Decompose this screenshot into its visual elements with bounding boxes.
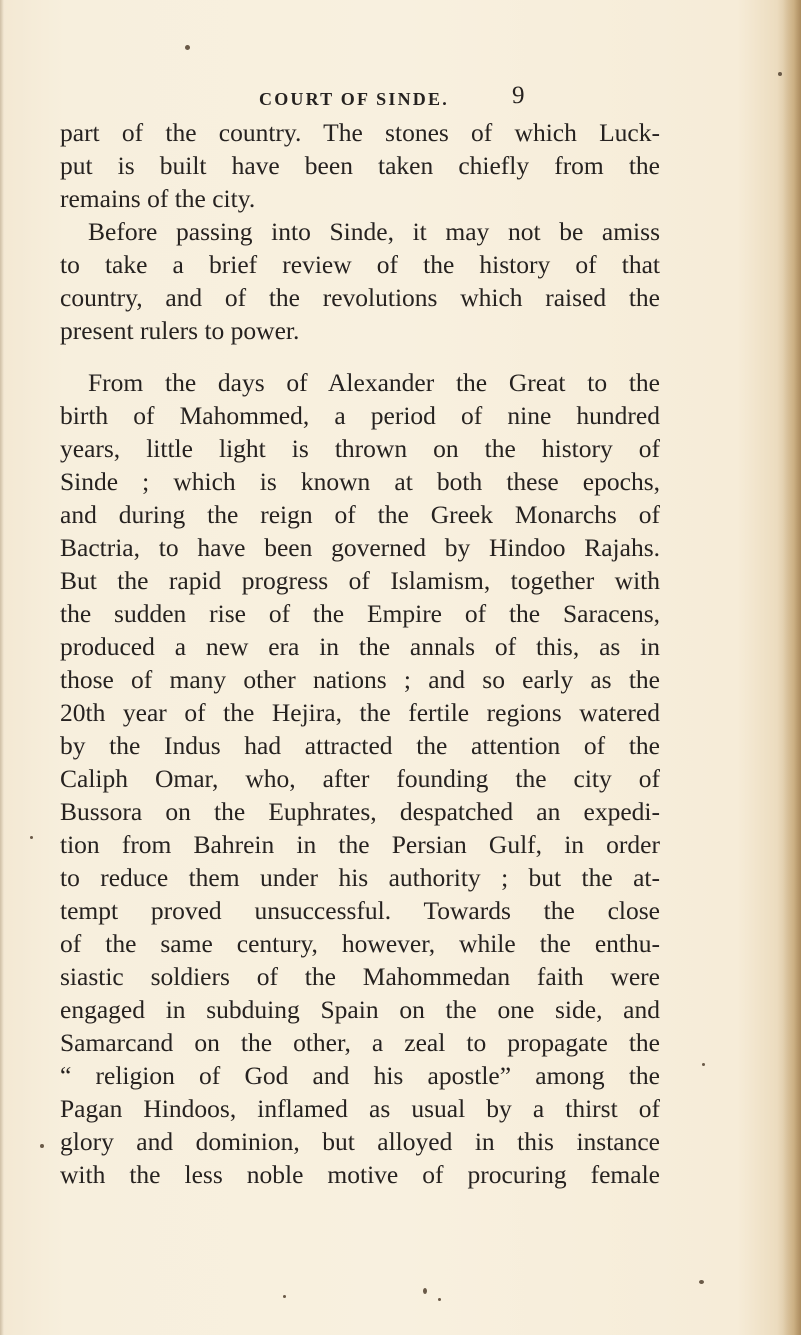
paper-speck (40, 1144, 44, 1148)
paper-speck (185, 45, 190, 50)
text-line: by the Indus had attracted the attention of the (60, 731, 660, 760)
text-line: to take a brief review of the history of that (60, 250, 660, 279)
text-line: Sinde ; which is known at both these epochs, (60, 467, 660, 496)
paper-speck (438, 1298, 441, 1301)
text-line: of the same century, however, while the enthu- (60, 929, 660, 958)
text-line: Bactria, to have been governed by Hindoo Rajahs. (60, 533, 660, 562)
paper-speck (702, 1063, 705, 1066)
page-number: 9 (512, 82, 525, 109)
text-line: Caliph Omar, who, after founding the city of (60, 764, 660, 793)
text-line: tempt proved unsuccessful. Towards the close (60, 896, 660, 925)
text-line: “ religion of God and his apostle” among the (60, 1061, 660, 1090)
text-line: glory and dominion, but alloyed in this instance (60, 1127, 660, 1156)
running-title: COURT OF SINDE. (259, 89, 449, 109)
page-edge-shadow (783, 0, 801, 1335)
paragraph-3 (60, 366, 660, 1191)
text-line: Bussora on the Euphrates, despatched an expedi- (60, 797, 660, 826)
text-line: Before passing into Sinde, it may not be amiss (88, 217, 660, 246)
text-line: tion from Bahrein in the Persian Gulf, in order (60, 830, 660, 859)
paper-speck (283, 1295, 286, 1298)
paper-speck (778, 72, 782, 76)
text-line: the sudden rise of the Empire of the Saracens, (60, 599, 660, 628)
text-line: birth of Mahommed, a period of nine hundred (60, 401, 660, 430)
paper-speck (30, 836, 33, 839)
text-line: put is built have been taken chiefly from the (60, 151, 660, 180)
paragraph-2 (60, 215, 660, 347)
text-line: and during the reign of the Greek Monarchs of (60, 500, 660, 529)
paragraph-1 (60, 116, 660, 215)
text-line: country, and of the revolutions which raised the (60, 283, 660, 312)
text-line: Samarcand on the other, a zeal to propagate the (60, 1028, 660, 1057)
text-line: present rulers to power. (60, 316, 300, 345)
text-line: Pagan Hindoos, inflamed as usual by a thirst of (60, 1094, 660, 1123)
text-line: But the rapid progress of Islamism, together with (60, 566, 660, 595)
paper-speck (699, 1280, 704, 1284)
text-line: those of many other nations ; and so early as the (60, 665, 660, 694)
text-line: From the days of Alexander the Great to the (88, 368, 660, 397)
page-gutter-shadow (0, 0, 4, 1335)
text-line: with the less noble motive of procuring female (60, 1160, 660, 1189)
text-line: produced a new era in the annals of this, as in (60, 632, 660, 661)
text-line: siastic soldiers of the Mahommedan faith were (60, 962, 660, 991)
text-line: years, little light is thrown on the history of (60, 434, 660, 463)
text-line: part of the country. The stones of which Luck- (60, 118, 660, 147)
paper-speck (423, 1288, 427, 1294)
text-line: to reduce them under his authority ; but the at- (60, 863, 660, 892)
text-line: remains of the city. (60, 184, 256, 213)
text-line: engaged in subduing Spain on the one side, and (60, 995, 660, 1024)
body-text (60, 116, 660, 1191)
text-line: 20th year of the Hejira, the fertile regions watered (60, 698, 660, 727)
